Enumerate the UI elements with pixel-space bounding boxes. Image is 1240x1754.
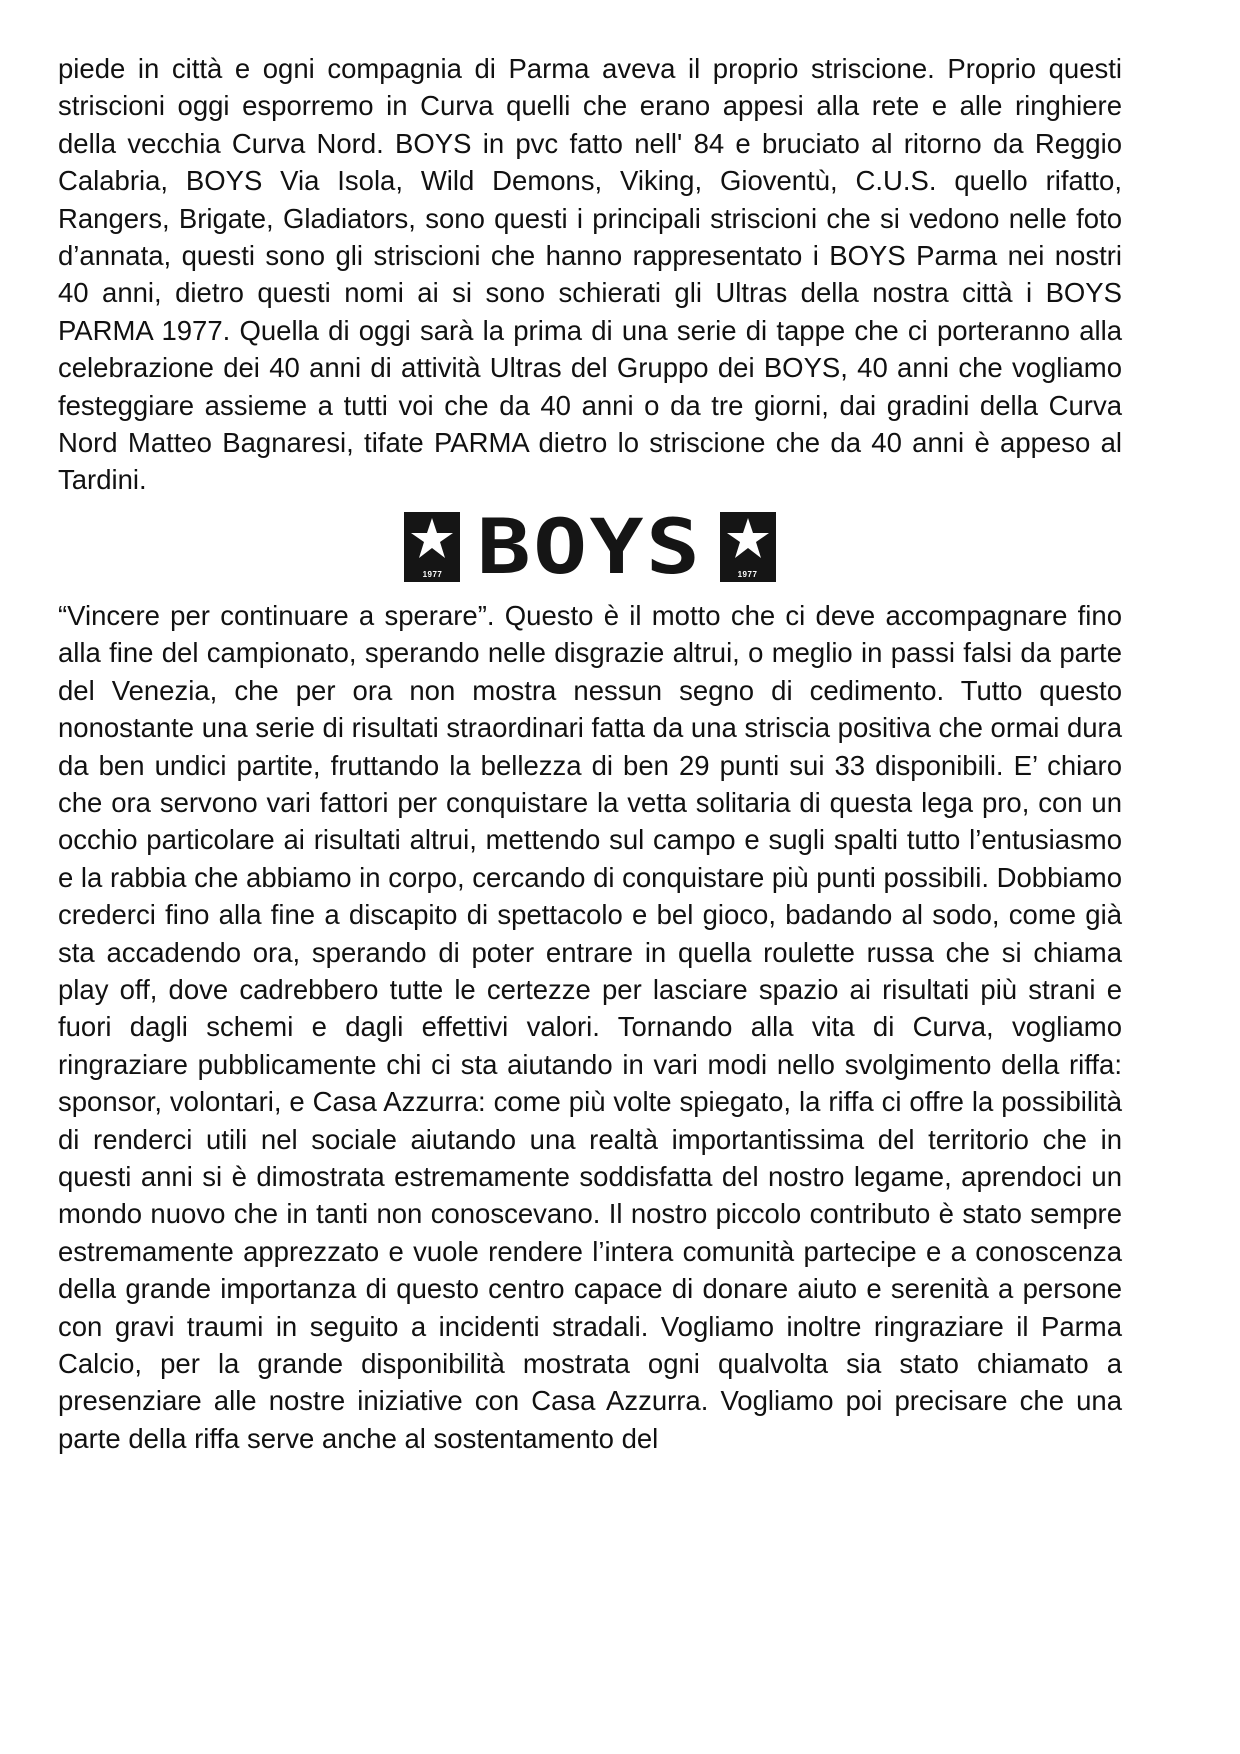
boys-logo xyxy=(58,501,1122,591)
star-icon xyxy=(726,516,770,560)
logo-wordmark: BOYS xyxy=(477,501,703,591)
star-box-right xyxy=(720,512,776,582)
star-box-left xyxy=(404,512,460,582)
star-icon xyxy=(410,516,454,560)
logo-year-left: 1977 xyxy=(422,569,443,579)
body-paragraph-2: “Vincere per continuare a sperare”. Questo è il motto che ci deve accompagnare fino alla fine del campionato, sperando nelle disgrazie altrui, o meglio in passi falsi da parte del Venezia, che per ora non mostra nessun segno di cedimento. Tutto questo nonostante una serie di risultati straordinari fatta da una striscia positiva che ormai dura da ben undici partite, fruttando la bellezza di ben 29 punti sui 33 disponibili. E’ chiaro che ora servono vari fattori per conquistare la vetta solitaria di questa lega pro, con un occhio particolare ai risultati altrui, mettendo sul campo e sugli spalti tutto l’entusiasmo e la rabbia che abbiamo in corpo, cercando di conquistare più punti possibili. Dobbiamo crederci fino alla fine a discapito di spettacolo e bel gioco, badando al sodo, come già sta accadendo ora, sperando di poter entrare in quella roulette russa che si chiama play off, dove cadrebbero tutte le certezze per lasciare spazio ai risultati più strani e fuori dagli schemi e dagli effettivi valori. Tornando alla vita di Curva, vogliamo ringraziare pubblicamente chi ci sta aiutando in vari modi nello svolgimento della riffa: sponsor, volontari, e Casa Azzurra: come più volte spiegato, la riffa ci offre la possibilità di renderci utili nel sociale aiutando una realtà importantissima del territorio che in questi anni si è dimostrata estremamente soddisfatta del nostro legame, aprendoci un mondo nuovo che in tanti non conoscevano. Il nostro piccolo contributo è stato sempre estremamente apprezzato e vuole rendere l’intera comunità partecipe e a conoscenza della grande importanza di questo centro capace di donare aiuto e serenità a persone con gravi traumi in seguito a incidenti stradali. Vogliamo inoltre ringraziare il Parma Calcio, per la grande disponibilità mostrata ogni qualvolta sia stato chiamato a presenziare alle nostre iniziative con Casa Azzurra. Vogliamo poi precisare che una parte della riffa serve anche al sostentamento del xyxy=(58,599,1122,1454)
body-paragraph-1: piede in città e ogni compagnia di Parma aveva il proprio striscione. Proprio questi striscioni oggi esporremo in Curva quelli che erano appesi alla rete e alle ringhiere della vecchia Curva Nord. BOYS in pvc fatto nell' 84 e bruciato al ritorno da Reggio Calabria, BOYS Via Isola, Wild Demons, Viking, Gioventù, C.U.S. quello rifatto, Rangers, Brigate, Gladiators, sono questi i principali striscioni che si vedono nelle foto d’annata, questi sono gli striscioni che hanno rappresentato i BOYS Parma nei nostri 40 anni, dietro questi nomi ai si sono schierati gli Ultras della nostra città i BOYS PARMA 1977. Quella di oggi sarà la prima di una serie di tappe che ci porteranno alla celebrazione dei 40 anni di attività Ultras del Gruppo dei BOYS, 40 anni che vogliamo festeggiare assieme a tutti voi che da 40 anni o da tre giorni, dai gradini della Curva Nord Matteo Bagnaresi, tifate PARMA dietro lo striscione che da 40 anni è appeso al Tardini. xyxy=(58,53,1122,496)
document-page xyxy=(58,50,1122,1457)
logo-year-right: 1977 xyxy=(737,569,758,579)
